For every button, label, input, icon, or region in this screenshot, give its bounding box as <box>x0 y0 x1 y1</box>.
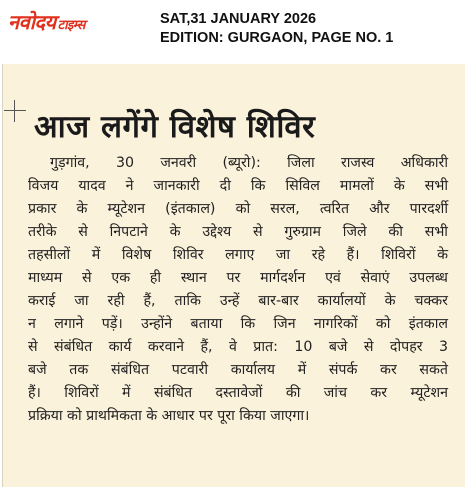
logo-main-text: नवोदय <box>8 10 56 34</box>
article-line: तरीके से निपटाने के उद्देश्य से गुरुग्राम जिले की सभी <box>28 224 448 240</box>
article-line: हैं। शिविरों में संबंधित दस्तावेजों की जांच कर म्यूटेशन <box>28 385 448 401</box>
article-line: माध्यम से एक ही स्थान पर मार्गदर्शन एवं सेवाएं उपलब्ध <box>28 270 448 286</box>
article-line: बजे तक संबंधित पटवारी कार्यालय में संपर्क कर सकते <box>28 362 448 378</box>
article-line: न लगाने पड़ें। उन्होंने बताया कि जिन नागरिकों को इंतकाल <box>28 316 448 332</box>
article-line: कराई जा रही हैं, ताकि उन्हें बार-बार कार्यालयों के चक्कर <box>28 293 448 309</box>
edition-page: EDITION: GURGAON, PAGE NO. 1 <box>160 30 394 46</box>
crop-mark-icon <box>4 100 26 122</box>
article-line: प्रकार के म्यूटेशन (इंतकाल) को सरल, त्वरित और पारदर्शी <box>28 201 448 217</box>
article-line: विजय यादव ने जानकारी दी कि सिविल मामलों के सभी <box>28 178 448 194</box>
page-header <box>0 0 468 52</box>
edition-date: SAT,31 JANUARY 2026 <box>160 11 317 27</box>
article-line: प्रक्रिया को प्राथमिकता के आधार पर पूरा किया जाएगा। <box>28 408 310 424</box>
edition-info <box>160 10 393 48</box>
article-headline: आज लगेंगे विशेष शिविर <box>34 109 316 145</box>
article-line: से संबंधित कार्य करवाने हैं, वे प्रात: 10 बजे से दोपहर 3 <box>28 339 448 355</box>
newspaper-logo <box>8 8 85 35</box>
article-body <box>28 152 448 428</box>
article-line: तहसीलों में विशेष शिविर लगाए जा रहे हैं। शिविरों के <box>28 247 448 263</box>
logo-sub-text: टाइम्स <box>57 18 85 33</box>
article-line: गुड़गांव, 30 जनवरी (ब्यूरो): जिला राजस्व अधिकारी <box>50 155 448 171</box>
